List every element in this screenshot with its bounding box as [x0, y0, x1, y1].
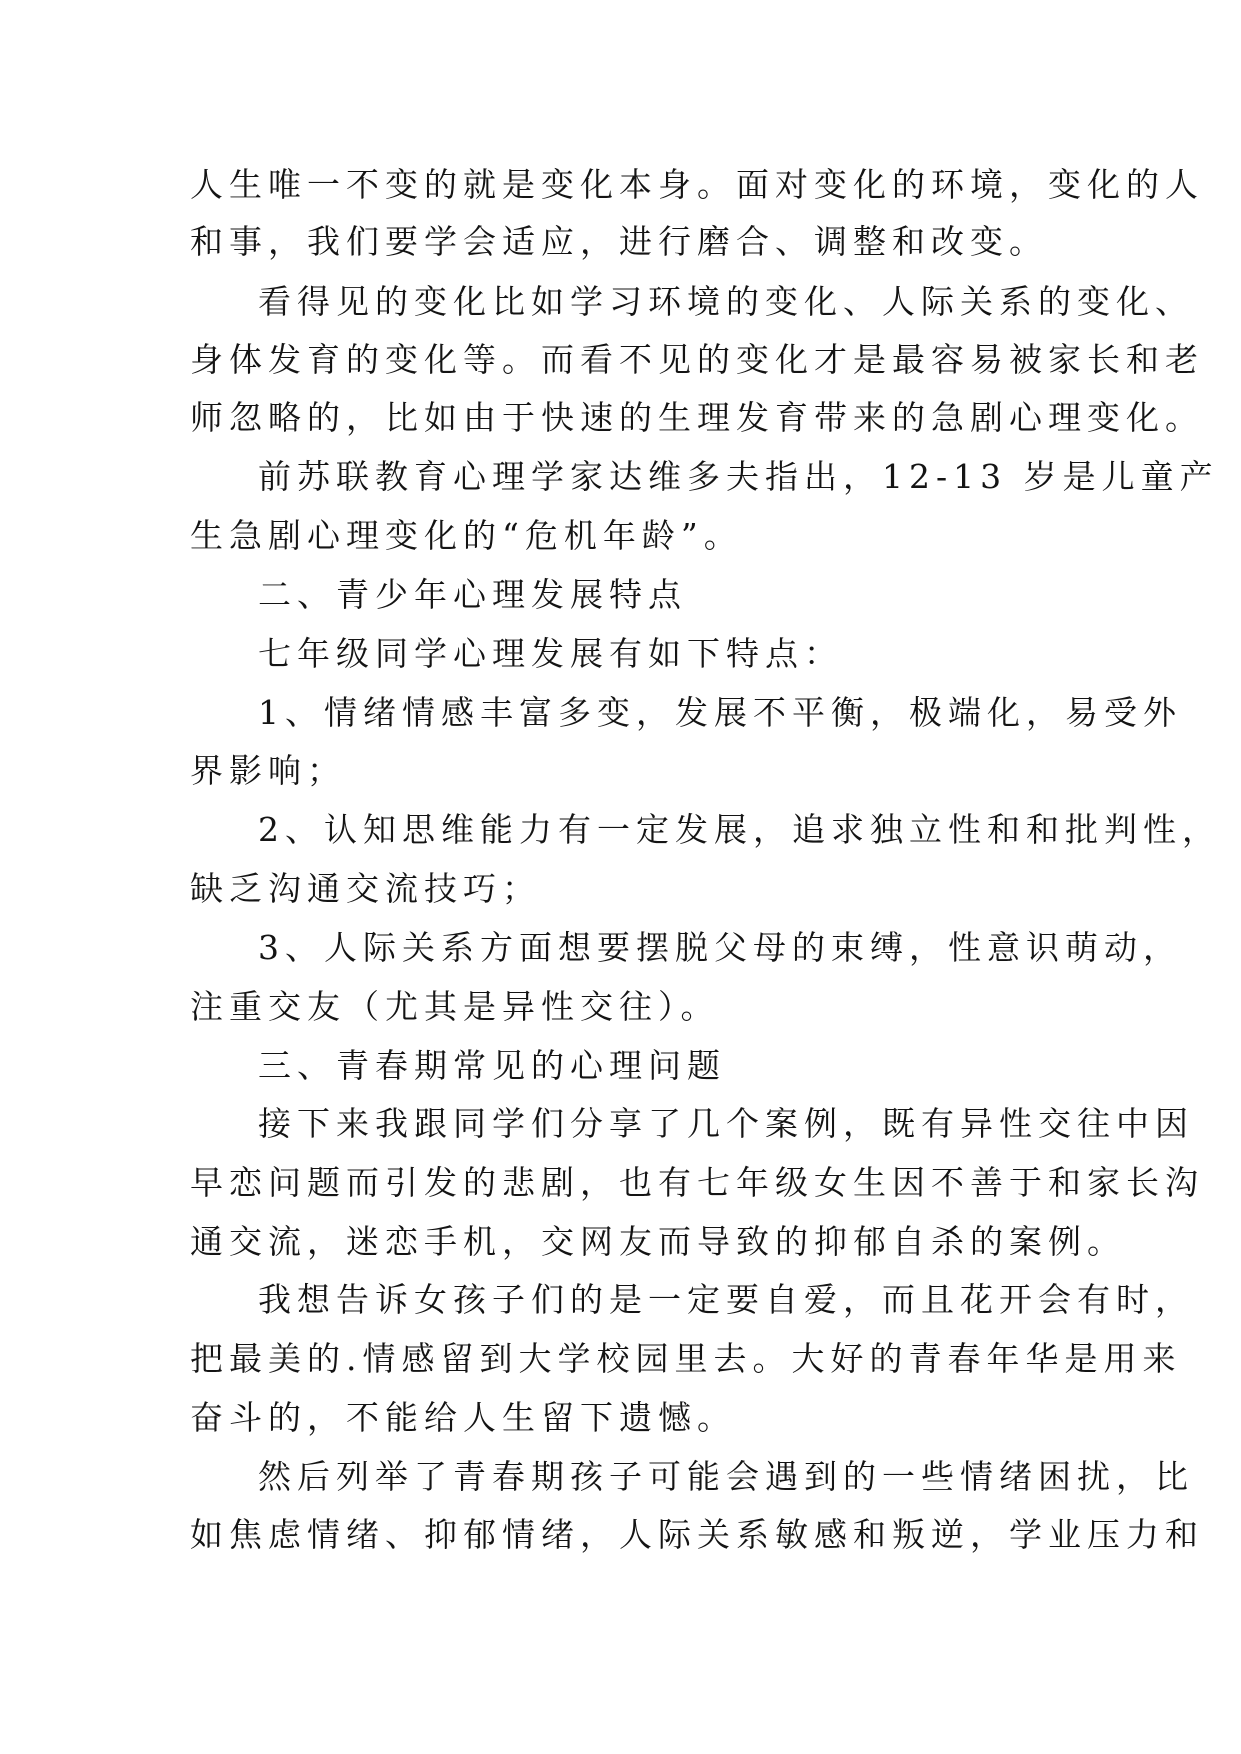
text-line-content: 注重交友（尤其是异性交往）。 — [190, 987, 720, 1026]
section-heading — [0, 1036, 1241, 1096]
text-line-content: 界影响； — [190, 751, 346, 790]
text-line — [0, 624, 1241, 684]
list-item — [0, 683, 1241, 743]
section-heading-text: 二、青少年心理发展特点 — [258, 575, 687, 614]
text-line-content: 和事，我们要学会适应，进行磨合、调整和改变。 — [190, 222, 1048, 261]
text-line-content: 把最美的.情感留到大学校园里去。大好的青春年华是用来 — [190, 1339, 1182, 1378]
text-line — [0, 155, 1241, 215]
text-line — [0, 212, 1241, 272]
list-item-text: 3、人际关系方面想要摆脱父母的束缚，性意识萌动， — [258, 928, 1182, 967]
text-line-content: 七年级同学心理发展有如下特点： — [258, 634, 843, 673]
text-line — [0, 506, 1241, 566]
text-line-content: 看得见的变化比如学习环境的变化、人际关系的变化、 — [258, 282, 1194, 321]
text-line — [0, 977, 1241, 1037]
list-item — [0, 800, 1241, 860]
text-line — [0, 1329, 1241, 1389]
text-line — [0, 1388, 1241, 1448]
text-line — [0, 388, 1241, 448]
list-item — [0, 918, 1241, 978]
text-line-content: 我想告诉女孩子们的是一定要自爱，而且花开会有时， — [258, 1280, 1194, 1319]
text-line — [0, 272, 1241, 332]
text-line — [0, 1153, 1241, 1213]
text-line-content: 缺乏沟通交流技巧； — [190, 869, 541, 908]
text-line — [0, 330, 1241, 390]
text-line-content: 然后列举了青春期孩子可能会遇到的一些情绪困扰，比 — [258, 1457, 1194, 1496]
list-item-text: 2、认知思维能力有一定发展，追求独立性和和批判性， — [258, 810, 1221, 849]
text-line-content: 接下来我跟同学们分享了几个案例，既有异性交往中因 — [258, 1104, 1194, 1143]
text-line-content: 早恋问题而引发的悲剧，也有七年级女生因不善于和家长沟 — [190, 1163, 1204, 1202]
text-line-content: 人生唯一不变的就是变化本身。面对变化的环境，变化的人 — [190, 165, 1204, 204]
text-line-content: 通交流，迷恋手机，交网友而导致的抑郁自杀的案例。 — [190, 1222, 1126, 1261]
text-line — [0, 859, 1241, 919]
text-line — [0, 447, 1241, 507]
section-heading — [0, 565, 1241, 625]
text-line-content: 师忽略的，比如由于快速的生理发育带来的急剧心理变化。 — [190, 398, 1204, 437]
text-line-content: 身体发育的变化等。而看不见的变化才是最容易被家长和老 — [190, 340, 1204, 379]
list-item-text: 1、情绪情感丰富多变，发展不平衡，极端化，易受外 — [258, 693, 1182, 732]
section-heading-text: 三、青春期常见的心理问题 — [258, 1046, 726, 1085]
text-line-content: 如焦虑情绪、抑郁情绪，人际关系敏感和叛逆，学业压力和 — [190, 1515, 1204, 1554]
text-line — [0, 1447, 1241, 1507]
text-line-content: 奋斗的，不能给人生留下遗憾。 — [190, 1398, 736, 1437]
text-line — [0, 1094, 1241, 1154]
text-line — [0, 1505, 1241, 1565]
text-line — [0, 1270, 1241, 1330]
text-line-content: 生急剧心理变化的“危机年龄”。 — [190, 516, 743, 555]
text-line-content: 前苏联教育心理学家达维多夫指出，12-13 岁是儿童产 — [258, 457, 1219, 496]
text-line — [0, 741, 1241, 801]
text-line — [0, 1212, 1241, 1272]
